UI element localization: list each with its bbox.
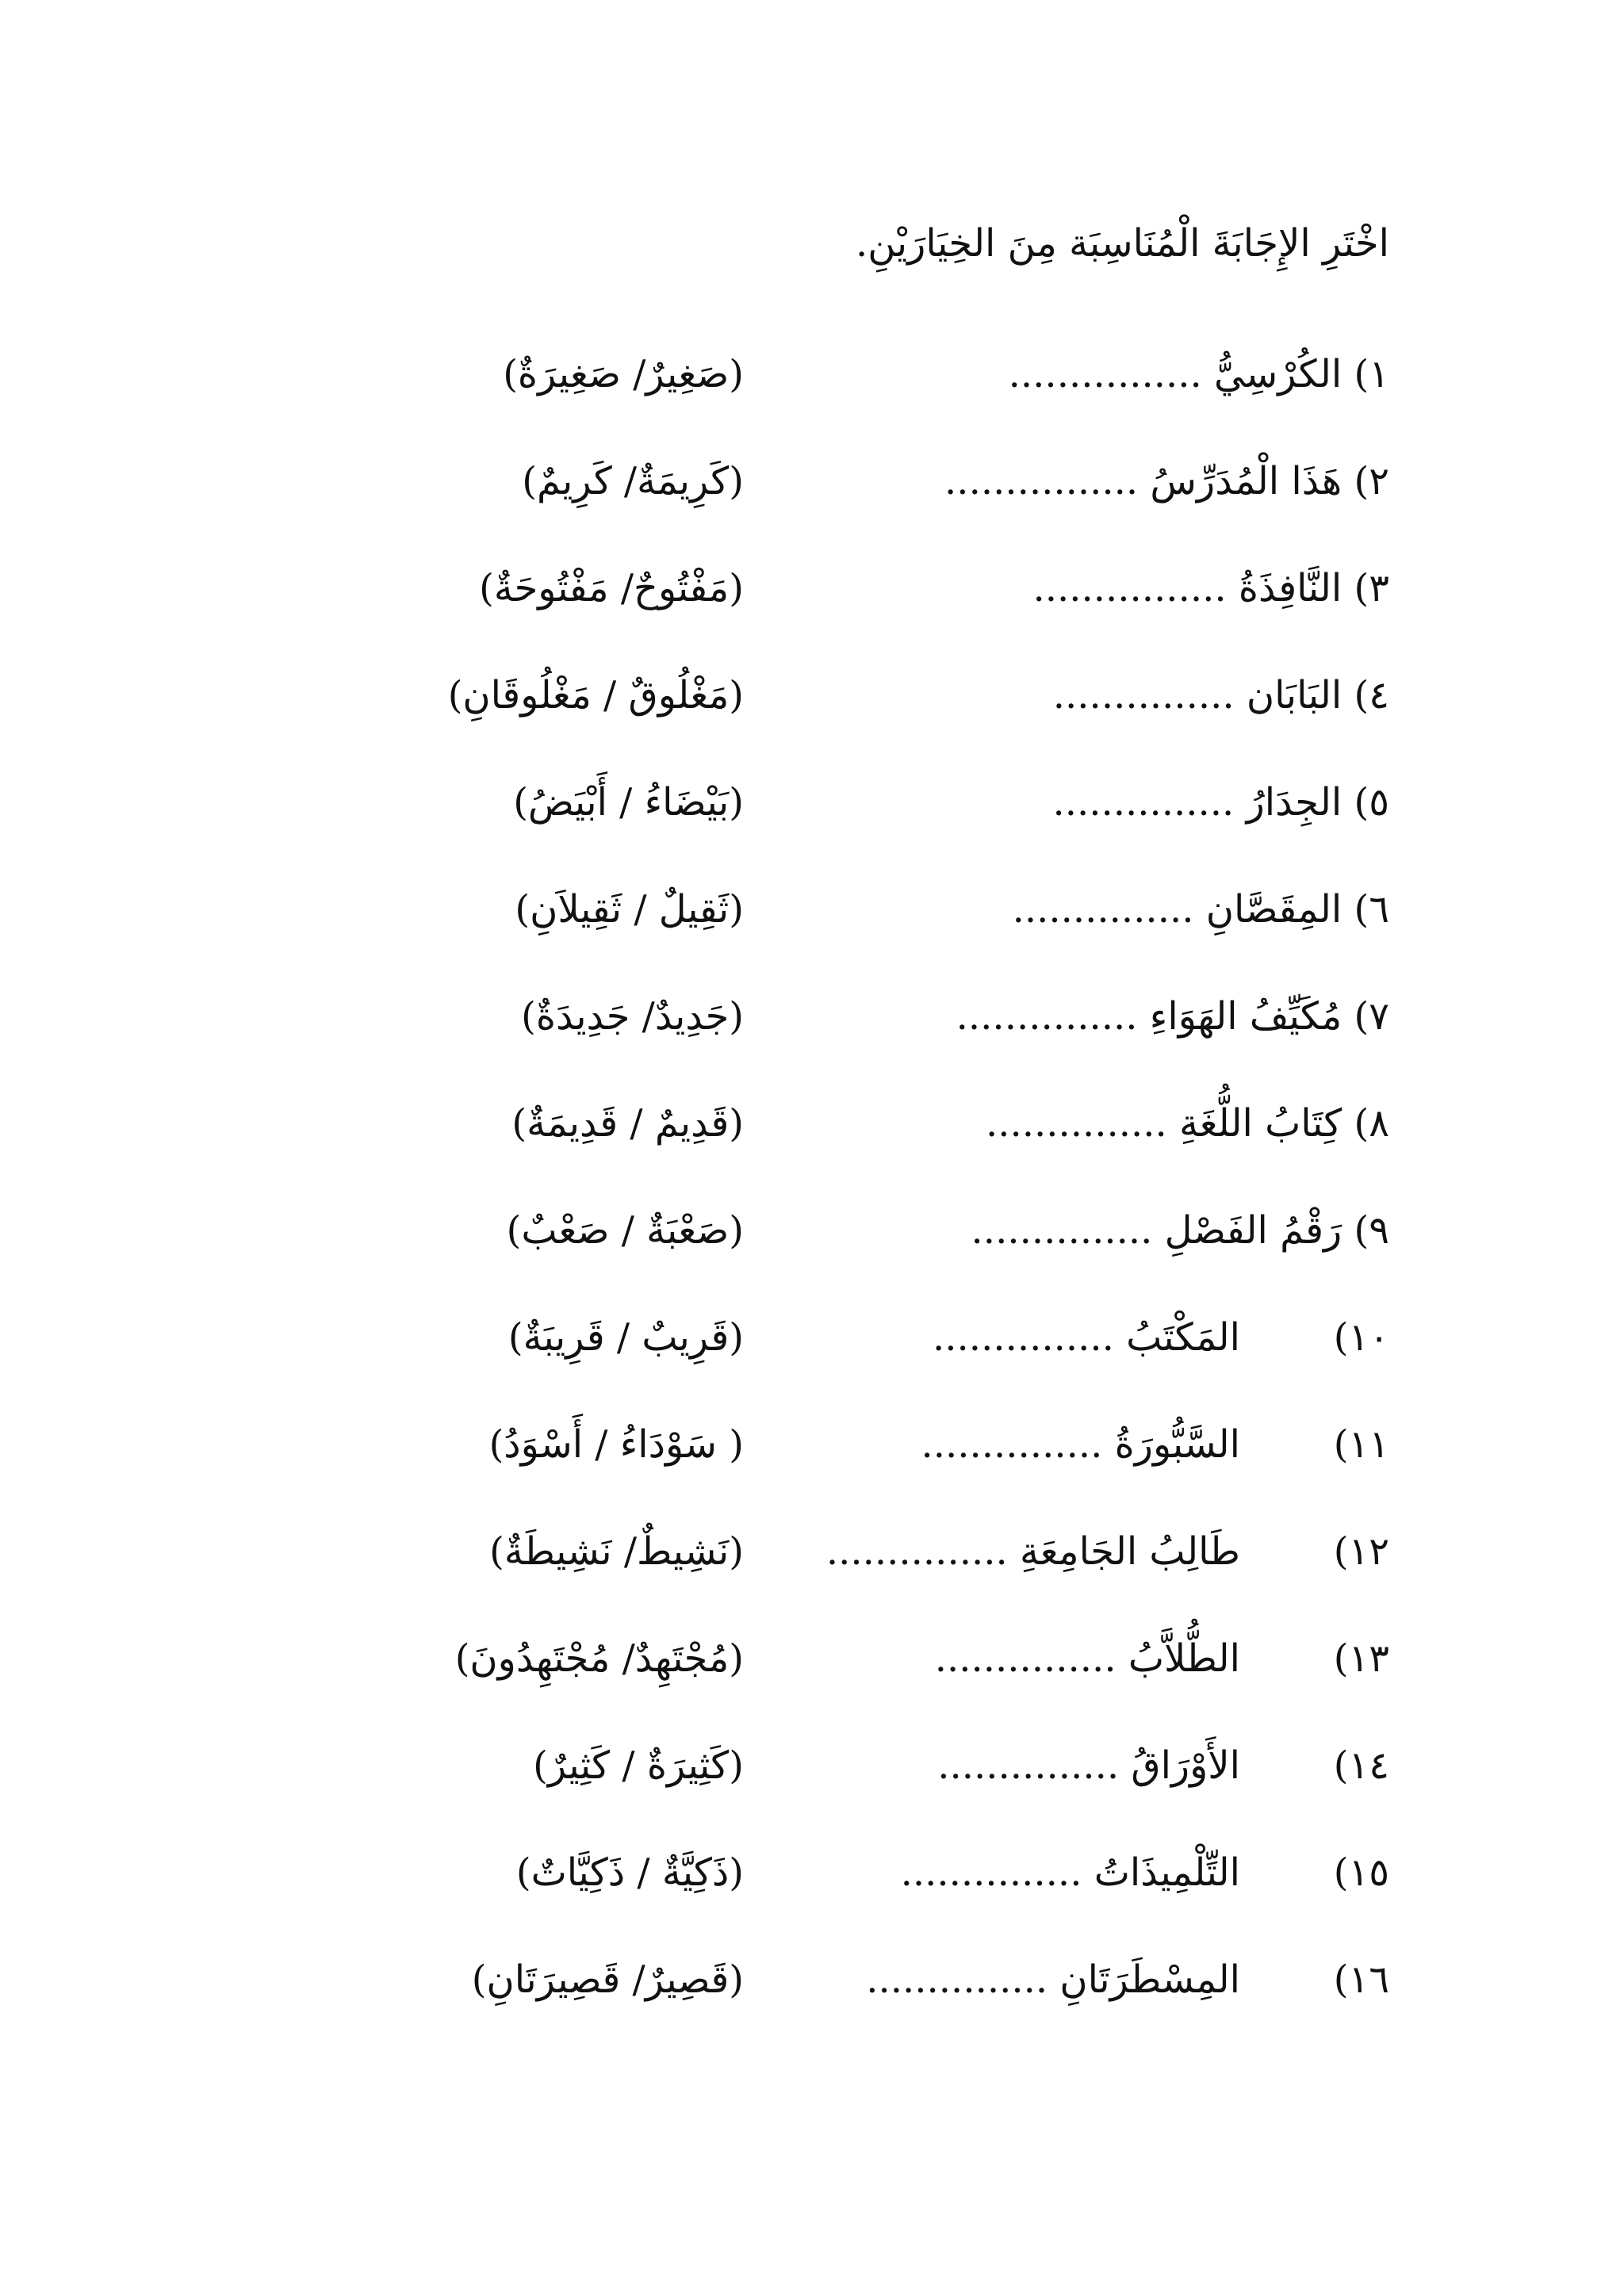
item-text: رَقْمُ الفَصْلِ ............... <box>971 1208 1342 1253</box>
item-number: ١٢) <box>1333 1529 1389 1574</box>
item-number: ٣) <box>1354 566 1389 610</box>
exercise-item-3 <box>0 549 1624 628</box>
item-text: التِّلْمِيذَاتُ ............... <box>900 1850 1240 1895</box>
item-text: مُكَيِّفُ الهَوَاءِ ............... <box>956 994 1342 1039</box>
item-options: (مَفْتُوحٌ/ مَفْتُوحَةٌ) <box>479 566 744 610</box>
item-options: (مُجْتَهِدٌ/ مُجْتَهِدُونَ) <box>454 1636 744 1681</box>
item-options: (بَيْضَاءُ / أَبْيَضُ) <box>513 780 744 825</box>
item-options: ( سَوْدَاءُ / أَسْوَدُ) <box>488 1422 744 1467</box>
item-options: (كَرِيمَةٌ/ كَرِيمٌ) <box>522 459 744 503</box>
item-text: النَّافِذَةُ ................ <box>1032 566 1342 610</box>
item-options: (صَغِيرٌ/ صَغِيرَةٌ) <box>503 352 744 396</box>
item-options: (مَغْلُوقٌ / مَغْلُوقَانِ) <box>447 673 744 718</box>
exercise-item-8 <box>0 1084 1624 1163</box>
item-text: كِتَابُ اللُّغَةِ ............... <box>985 1101 1342 1146</box>
exercise-item-12 <box>0 1512 1624 1591</box>
item-text: المِسْطَرَتَانِ ............... <box>866 1957 1240 2002</box>
item-number: ١) <box>1354 352 1389 396</box>
item-text: البَابَان ............... <box>1052 673 1342 718</box>
item-text: طَالِبُ الجَامِعَةِ ............... <box>825 1529 1240 1574</box>
item-number: ٥) <box>1354 780 1389 825</box>
item-number: ٢) <box>1354 459 1389 503</box>
exercise-item-10 <box>0 1298 1624 1377</box>
item-text: المِقَصَّانِ ............... <box>1012 887 1342 932</box>
item-text: الكُرْسِيُّ ................ <box>1008 352 1342 396</box>
item-options: (صَعْبَةٌ / صَعْبٌ) <box>506 1208 744 1253</box>
item-number: ١٠) <box>1333 1315 1389 1360</box>
exercise-item-7 <box>0 977 1624 1056</box>
item-options: (ذَكِيَّةٌ / ذَكِيَّاتٌ) <box>515 1850 744 1895</box>
exercise-item-9 <box>0 1191 1624 1270</box>
item-text: الطُّلاَّبُ ............... <box>934 1636 1240 1681</box>
item-text: هَذَا الْمُدَرِّسُ ................ <box>944 459 1342 503</box>
exercise-item-16 <box>0 1940 1624 2019</box>
exercise-item-11 <box>0 1405 1624 1484</box>
item-options: (جَدِيدٌ/ جَدِيدَةٌ) <box>521 994 744 1039</box>
item-number: ١٥) <box>1333 1850 1389 1895</box>
item-number: ١٦) <box>1333 1957 1389 2002</box>
item-number: ٤) <box>1354 673 1389 718</box>
item-number: ٧) <box>1354 994 1389 1039</box>
exercise-item-5 <box>0 763 1624 842</box>
item-number: ١٤) <box>1333 1743 1389 1788</box>
instruction-heading: اخْتَرِ الإِجَابَةَ الْمُنَاسِبَة مِنَ الخِيَارَيْنِ. <box>855 221 1389 266</box>
exercise-item-2 <box>0 442 1624 521</box>
item-number: ٨) <box>1354 1101 1389 1146</box>
exercise-item-14 <box>0 1726 1624 1805</box>
item-options: (قَرِيبٌ / قَرِيبَةٌ) <box>508 1315 744 1360</box>
exercise-item-15 <box>0 1833 1624 1912</box>
exercise-item-1 <box>0 335 1624 414</box>
item-number: ١١) <box>1333 1422 1389 1467</box>
item-number: ٦) <box>1354 887 1389 932</box>
exercise-item-4 <box>0 656 1624 735</box>
exercise-item-6 <box>0 870 1624 949</box>
item-options: (ثَقِيلٌ / ثَقِيلاَنِ) <box>515 887 744 932</box>
item-options: (قَصِيرٌ/ قَصِيرَتَانِ) <box>471 1957 744 2002</box>
item-text: الجِدَارُ ............... <box>1052 780 1342 825</box>
item-text: الأَوْرَاقُ ............... <box>937 1743 1240 1788</box>
item-text: المَكْتَبُ ............... <box>933 1315 1240 1360</box>
item-options: (قَدِيمٌ / قَدِيمَةٌ) <box>511 1101 744 1146</box>
item-number: ٩) <box>1354 1208 1389 1253</box>
item-text: السَّبُّورَةُ ............... <box>921 1422 1240 1467</box>
item-options: (كَثِيرَةٌ / كَثِيرٌ) <box>533 1743 744 1788</box>
exercise-item-13 <box>0 1619 1624 1698</box>
item-options: (نَشِيطٌ/ نَشِيطَةٌ) <box>489 1529 744 1574</box>
item-number: ١٣) <box>1333 1636 1389 1681</box>
